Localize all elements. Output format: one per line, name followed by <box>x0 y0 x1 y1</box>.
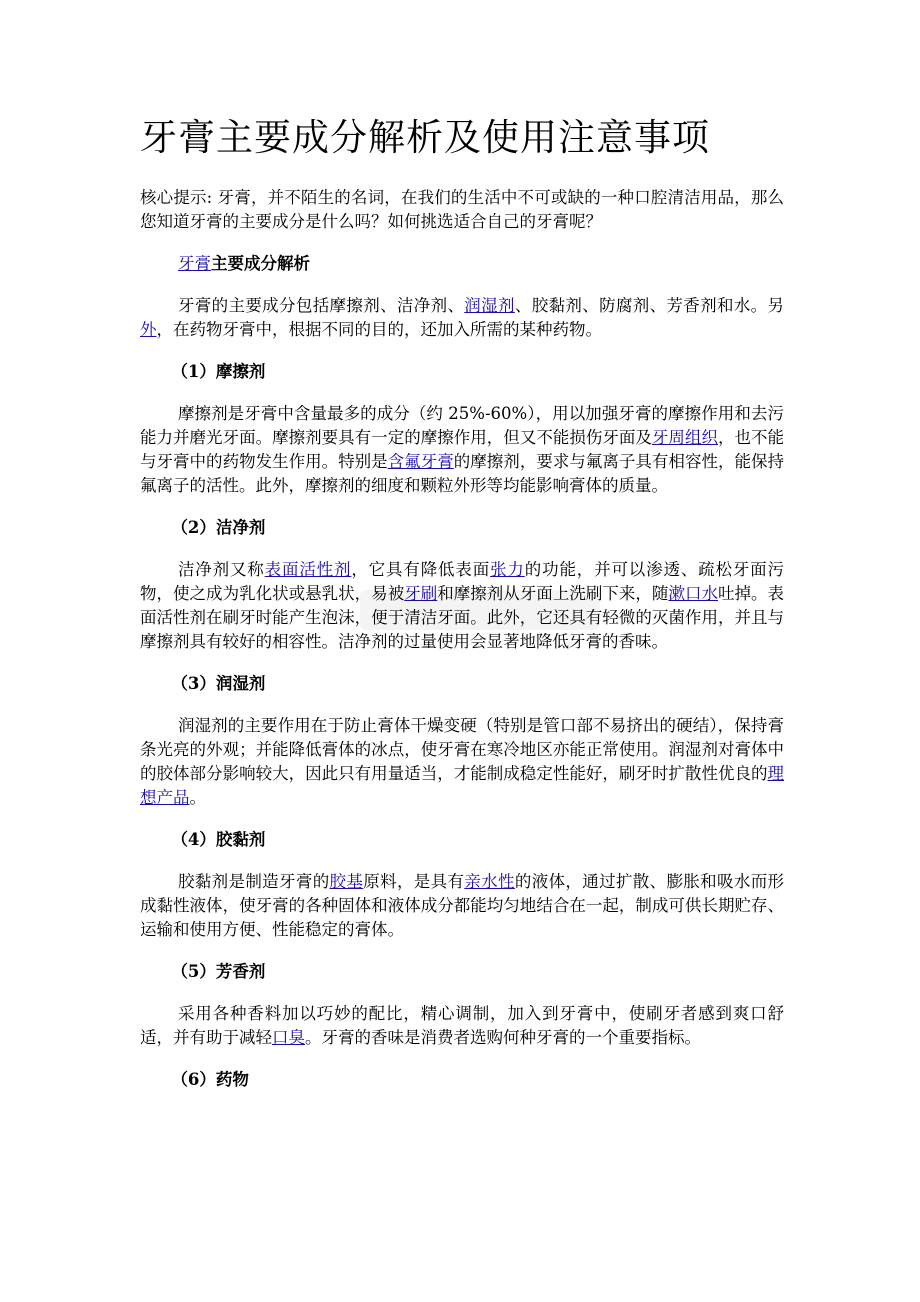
link-hydrophilic[interactable]: 亲水性 <box>464 872 515 891</box>
text: 和摩擦剂从牙面上洗刷下来，随 <box>437 584 669 603</box>
text: 。 <box>189 788 206 807</box>
text: ，也不能与牙膏中的药物发生作用。特别是 <box>140 428 785 471</box>
link-other[interactable]: 外 <box>140 320 157 339</box>
section-heading-humectant: （3）润湿剂 <box>171 674 266 693</box>
section-paragraph-flavor <box>140 1002 784 1050</box>
section-paragraph-abrasive <box>140 402 784 498</box>
section-heading-flavor: （5）芳香剂 <box>171 962 266 981</box>
link-toothpaste[interactable]: 牙膏 <box>177 254 211 273</box>
text: 胶黏剂是制造牙膏的 <box>177 872 330 891</box>
section-heading-binder: （4）胶黏剂 <box>171 830 266 849</box>
text: 洁净剂又称 <box>177 560 265 579</box>
section-heading-abrasive: （1）摩擦剂 <box>171 362 266 381</box>
link-mouthwash[interactable]: 漱口水 <box>668 584 718 603</box>
text: 的摩擦剂，要求与氟离子具有相容性，能保持氟离子的活性。此外，摩擦剂的细度和颗粒外形等均能影响膏体的质量。 <box>140 452 785 495</box>
text: 。牙膏的香味是消费者选购何种牙膏的一个重要指标。 <box>305 1028 701 1047</box>
article <box>140 112 784 1092</box>
section-paragraph-binder <box>140 870 784 942</box>
link-humectant[interactable]: 润湿剂 <box>464 296 515 315</box>
text: 牙膏的主要成分包括摩擦剂、洁净剂、 <box>177 296 465 315</box>
intro-heading <box>140 252 784 276</box>
text: 原料，是具有 <box>363 872 465 891</box>
link-periodontal-tissue[interactable]: 牙周组织 <box>651 428 718 447</box>
section-paragraph-detergent <box>140 558 784 654</box>
link-bad-breath[interactable]: 口臭 <box>272 1028 305 1047</box>
page-title: 牙膏主要成分解析及使用注意事项 <box>140 116 710 159</box>
text: 吐掉。表面活性剂在刷牙时能产生泡沫，便于清洁牙面。此外，它还具有轻微的灭菌作用，并且与摩擦剂具有较好的相容性。洁净剂的过量使用会显著地降低牙膏的香味。 <box>140 584 785 651</box>
text: ，在药物牙膏中，根据不同的目的，还加入所需的某种药物。 <box>156 320 602 339</box>
text: 采用各种香料加以巧妙的配比，精心调制，加入到牙膏中，使刷牙者感到爽口舒适，并有助于减轻 <box>140 1004 784 1047</box>
text: 润湿剂的主要作用在于防止膏体干燥变硬（特别是管口部不易挤出的硬结），保持膏条光亮的外观；并能降低膏体的冰点，使牙膏在寒冷地区亦能正常使用。润湿剂对膏体中的胶体部分影响较大，因此只有用量适当，才能制成稳定性能好，刷牙时扩散性优良的 <box>140 716 784 783</box>
intro-paragraph <box>140 294 784 342</box>
section-paragraph-humectant <box>140 714 784 810</box>
text: 的功能，并可以渗透、疏松牙面污物，使之成为乳化状或悬乳状，易被 <box>140 560 785 603</box>
text: 摩擦剂是牙膏中含量最多的成分（约 25%-60%），用以加强牙膏的摩擦作用和去污能力并磨光牙面。摩擦剂要具有一定的摩擦作用，但又不能损伤牙面及 <box>140 404 784 447</box>
intro-heading-text: 主要成分解析 <box>210 254 310 273</box>
link-surfactant[interactable]: 表面活性剂 <box>264 560 352 579</box>
link-gum-base[interactable]: 胶基 <box>329 872 364 891</box>
section-heading-detergent: （2）洁净剂 <box>171 518 266 537</box>
link-ideal-product[interactable]: 理想产品 <box>140 764 784 807</box>
text: 、胶黏剂、防腐剂、芳香剂和水。另 <box>514 296 785 315</box>
link-fluoride-toothpaste[interactable]: 含氟牙膏 <box>387 452 454 471</box>
section-heading-medicine: （6）药物 <box>171 1070 249 1089</box>
text: 的液体，通过扩散、膨胀和吸水而形成黏性液体，使牙膏的各种固体和液体成分都能均匀地结合在一起，制成可供长期贮存、运输和使用方便、性能稳定的膏体。 <box>140 872 785 939</box>
link-toothbrush[interactable]: 牙刷 <box>404 584 438 603</box>
summary: 核心提示: 牙膏，并不陌生的名词，在我们的生活中不可或缺的一种口腔清洁用品，那么您知道牙膏的主要成分是什么吗？如何挑选适合自己的牙膏呢？ <box>140 188 784 231</box>
link-tension[interactable]: 张力 <box>490 560 525 579</box>
text: ，它具有降低表面 <box>351 560 491 579</box>
